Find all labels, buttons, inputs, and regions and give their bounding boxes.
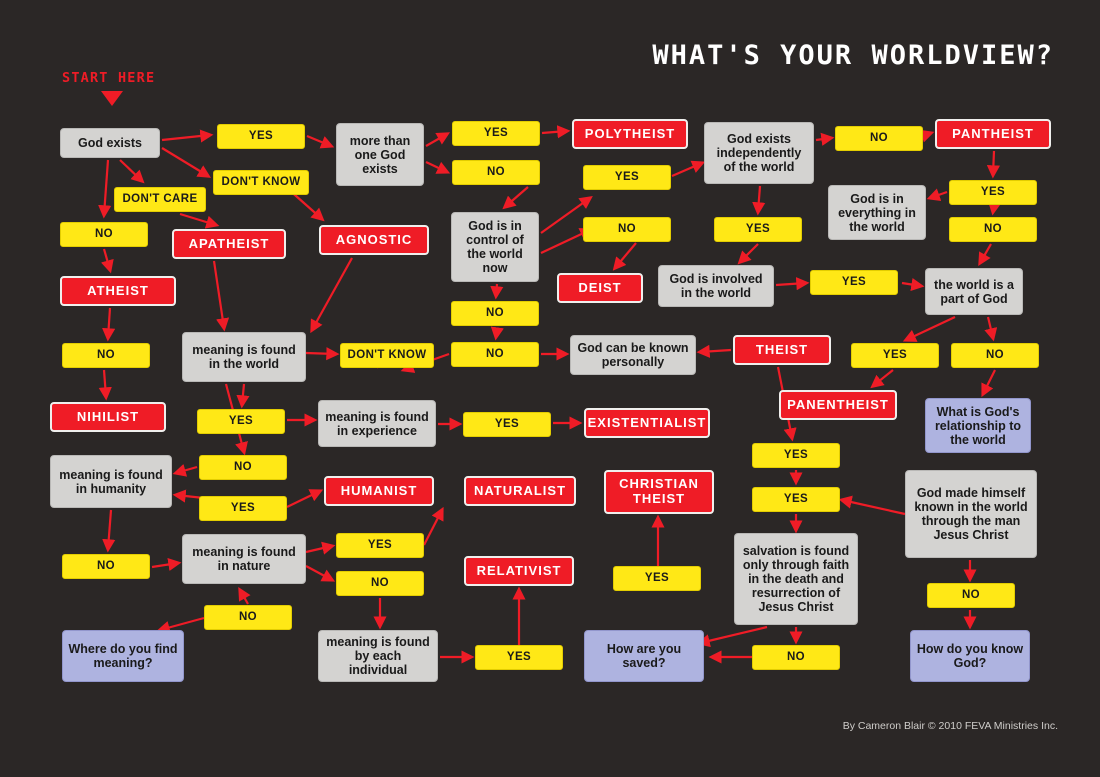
node-yes-4[interactable]: YES [949,180,1037,205]
node-naturalist[interactable]: NATURALIST [464,476,576,506]
node-atheist[interactable]: ATHEIST [60,276,176,306]
node-no-4[interactable]: NO [451,301,539,326]
node-god-control[interactable]: God is in control of the world now [451,212,539,282]
node-god-known-personally[interactable]: God can be known personally [570,335,696,375]
credit-text: By Cameron Blair © 2010 FEVA Ministries Inc. [842,720,1058,732]
node-world-part-of-god[interactable]: the world is a part of God [925,268,1023,315]
node-yes-8[interactable]: YES [197,409,285,434]
node-no-1[interactable]: NO [60,222,148,247]
node-meaning-in-world[interactable]: meaning is found in the world [182,332,306,382]
node-humanist[interactable]: HUMANIST [324,476,434,506]
node-nihilist[interactable]: NIHILIST [50,402,166,432]
node-theist[interactable]: THEIST [733,335,831,365]
node-no-15[interactable]: NO [752,645,840,670]
node-god-exists[interactable]: God exists [60,128,160,158]
node-no-5[interactable]: NO [451,342,539,367]
start-arrow-icon [101,91,123,106]
node-polytheist[interactable]: POLYTHEIST [572,119,688,149]
node-how-are-you-saved[interactable]: How are you saved? [584,630,704,682]
node-dont-know-1[interactable]: DON'T KNOW [213,170,309,195]
node-dont-know-2[interactable]: DON'T KNOW [340,343,434,368]
node-more-than-one-god[interactable]: more than one God exists [336,123,424,186]
node-yes-1[interactable]: YES [217,124,305,149]
node-no-14[interactable]: NO [204,605,292,630]
node-yes-5[interactable]: YES [714,217,802,242]
node-god-in-everything[interactable]: God is in everything in the world [828,185,926,240]
node-no-7[interactable]: NO [949,217,1037,242]
node-yes-15[interactable]: YES [475,645,563,670]
node-panentheist[interactable]: PANENTHEIST [779,390,897,420]
node-no-6[interactable]: NO [835,126,923,151]
node-yes-6[interactable]: YES [810,270,898,295]
node-agnostic[interactable]: AGNOSTIC [319,225,429,255]
node-dont-care-1[interactable]: DON'T CARE [114,187,206,212]
node-apatheist[interactable]: APATHEIST [172,229,286,259]
node-yes-9[interactable]: YES [463,412,551,437]
page-title: WHAT'S YOUR WORLDVIEW? [652,40,1054,71]
node-existentialist[interactable]: EXISTENTIALIST [584,408,710,438]
node-yes-10[interactable]: YES [199,496,287,521]
node-yes-2[interactable]: YES [452,121,540,146]
node-no-12[interactable]: NO [336,571,424,596]
node-yes-7[interactable]: YES [851,343,939,368]
start-here-label: START HERE [62,70,156,86]
node-meaning-in-humanity[interactable]: meaning is found in humanity [50,455,172,508]
node-where-find-meaning[interactable]: Where do you find meaning? [62,630,184,682]
node-god-independent[interactable]: God exists independently of the world [704,122,814,184]
node-yes-14[interactable]: YES [613,566,701,591]
node-no-2[interactable]: NO [452,160,540,185]
node-god-made-himself-known[interactable]: God made himself known in the world through the man Jesus Christ [905,470,1037,558]
node-relativist[interactable]: RELATIVIST [464,556,574,586]
node-pantheist[interactable]: PANTHEIST [935,119,1051,149]
node-how-do-you-know-god[interactable]: How do you know God? [910,630,1030,682]
node-meaning-each-individual[interactable]: meaning is found by each individual [318,630,438,682]
node-no-3[interactable]: NO [583,217,671,242]
node-no-11[interactable]: NO [62,554,150,579]
node-salvation-by-faith[interactable]: salvation is found only through faith in the death and resurrection of Jesus Christ [734,533,858,625]
node-meaning-in-experience[interactable]: meaning is found in experience [318,400,436,447]
node-yes-13[interactable]: YES [336,533,424,558]
node-christian-theist[interactable]: CHRISTIAN THEIST [604,470,714,514]
node-yes-12[interactable]: YES [752,487,840,512]
node-meaning-in-nature[interactable]: meaning is found in nature [182,534,306,584]
node-no-8[interactable]: NO [951,343,1039,368]
node-no-13[interactable]: NO [927,583,1015,608]
node-no-9[interactable]: NO [62,343,150,368]
node-what-is-gods-relationship[interactable]: What is God's relationship to the world [925,398,1031,453]
node-no-10[interactable]: NO [199,455,287,480]
node-deist[interactable]: DEIST [557,273,643,303]
node-yes-11[interactable]: YES [752,443,840,468]
node-yes-3[interactable]: YES [583,165,671,190]
node-god-involved[interactable]: God is involved in the world [658,265,774,307]
